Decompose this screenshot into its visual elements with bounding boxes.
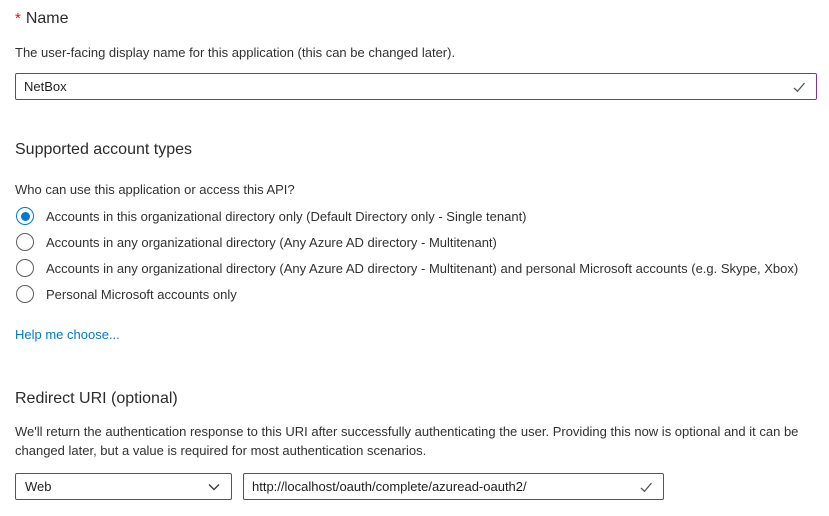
checkmark-icon [791, 79, 807, 95]
radio-option-label: Personal Microsoft accounts only [46, 286, 237, 302]
checkmark-icon [638, 479, 654, 495]
radio-selected-icon[interactable] [16, 207, 34, 225]
radio-option-label: Accounts in any organizational directory (Any Azure AD directory - Multitenant) and personal Microsoft accounts (e.g. Skype, Xbox) [46, 260, 799, 276]
radio-option-label: Accounts in this organizational directory only (Default Directory only - Single tenant) [46, 208, 527, 224]
radio-option-personal-only[interactable] [16, 284, 237, 304]
radio-option-multitenant[interactable] [16, 232, 497, 252]
redirect-uri-heading: Redirect URI (optional) [15, 390, 178, 407]
name-section-heading [15, 10, 69, 28]
redirect-uri-description: We'll return the authentication response to this URI after successfully authenticating the user. Providing this now is optional and it can be changed later, but a value is required for most authentication scenarios. [15, 424, 799, 458]
radio-unselected-icon[interactable] [16, 285, 34, 303]
radio-option-label: Accounts in any organizational directory (Any Azure AD directory - Multitenant) [46, 234, 497, 250]
radio-unselected-icon[interactable] [16, 233, 34, 251]
redirect-uri-input[interactable] [243, 473, 664, 500]
name-input[interactable] [15, 73, 817, 100]
radio-unselected-icon[interactable] [16, 259, 34, 277]
name-input-value: NetBox [24, 79, 67, 94]
help-me-choose-link[interactable]: Help me choose... [15, 327, 120, 342]
radio-option-single-tenant[interactable] [16, 206, 527, 226]
chevron-down-icon [207, 480, 221, 494]
account-types-heading: Supported account types [15, 141, 193, 158]
redirect-uri-input-value: http://localhost/oauth/complete/azuread-oauth2/ [252, 479, 527, 494]
radio-option-multitenant-personal[interactable] [16, 258, 798, 278]
platform-select-value: Web [25, 479, 52, 494]
required-asterisk: * [15, 10, 21, 27]
name-label: Name [25, 10, 69, 27]
platform-select[interactable] [15, 473, 232, 500]
account-types-question: Who can use this application or access this API? [15, 182, 295, 197]
name-description: The user-facing display name for this application (this can be changed later). [15, 45, 456, 60]
